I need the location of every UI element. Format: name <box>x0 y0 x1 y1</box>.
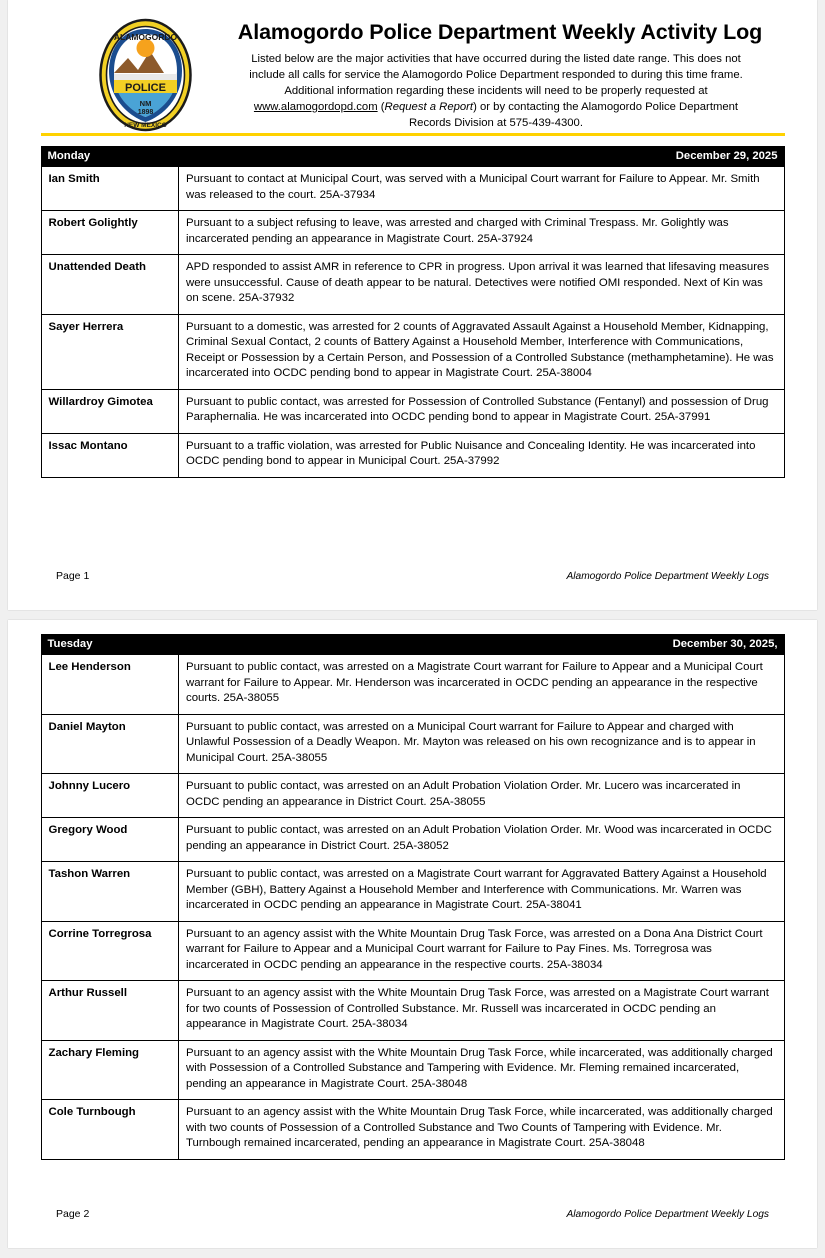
entry-name: Ian Smith <box>41 167 179 211</box>
intro-line-5: Records Division at 575-439-4300. <box>409 116 583 129</box>
date-label: December 29, 2025 <box>179 147 785 167</box>
intro-line-4-tail: ) or by contacting the Alamogordo Police Department <box>473 100 739 113</box>
intro-line-1: Listed below are the major activities that have occurred during the listed date range. This does not <box>251 52 741 65</box>
day-label: Monday <box>41 147 179 167</box>
entry-description: Pursuant to a subject refusing to leave, was arrested and charged with Criminal Trespass. Mr. Golightly was incarcerated pending an appearance in Magistrate Court. 25A-37924 <box>179 211 785 255</box>
entry-description: APD responded to assist AMR in reference to CPR in progress. Upon arrival it was learned that lifesaving measures were unsuccessful. Cause of death appear to be natural. Detectives were notified OMI responded. Next of Kin was on scene. 25A-37932 <box>179 255 785 315</box>
entry-name: Lee Henderson <box>41 655 179 715</box>
table-row <box>41 655 784 715</box>
intro-line-2: include all calls for service the Alamogordo Police Department responded to during this time frame. <box>249 68 743 81</box>
police-badge-icon <box>98 18 193 133</box>
entry-name: Johnny Lucero <box>41 774 179 818</box>
entry-description: Pursuant to public contact, was arrested on a Municipal Court warrant for Failure to Appear and charged with Unlawful Possession of a Deadly Weapon. Mr. Mayton was released on his own recognizance and is to appear in Municipal Court. 25A-38055 <box>179 714 785 774</box>
page-number: Page 1 <box>56 570 90 582</box>
activity-log-table-tuesday <box>41 634 785 1160</box>
entry-description: Pursuant to a domestic, was arrested for 2 counts of Aggravated Assault Against a Household Member, Kidnapping, Criminal Sexual Contact, 2 counts of Battery Against a Household Member, Interference with Communications, Receipt or Possession by a Certain Person, and Possession of a Controlled Substance (methamphetamine). He was incarcerated into OCDC pending bond to appear in Magistrate Court. 25A-38004 <box>179 314 785 389</box>
request-a-report-label: Request a Report <box>384 100 474 113</box>
entry-name: Willardroy Gimotea <box>41 389 179 433</box>
svg-text:POLICE: POLICE <box>125 82 166 94</box>
table-row <box>41 818 784 862</box>
table-row <box>41 1100 784 1160</box>
entry-description: Pursuant to an agency assist with the White Mountain Drug Task Force, was arrested on a Magistrate Court warrant for two counts of Possession of Controlled Substance. Mr. Russell was incarcerated in OCDC pending an appearance in Magistrate Court. 25A-38034 <box>179 981 785 1041</box>
svg-text:NEW MEXICO: NEW MEXICO <box>124 122 167 129</box>
entry-description: Pursuant to public contact, was arrested on an Adult Probation Violation Order. Mr. Lucero was incarcerated in OCDC pending an appearance in District Court. 25A-38055 <box>179 774 785 818</box>
entry-description: Pursuant to public contact, was arrested on a Magistrate Court warrant for Failure to Appear and a Municipal Court warrant for Failure to Appear. Mr. Henderson was incarcerated in OCDC pending an appearance in the respective courts. 25A-38055 <box>179 655 785 715</box>
department-website-link[interactable]: www.alamogordopd.com <box>253 100 378 113</box>
entry-name: Zachary Fleming <box>41 1040 179 1100</box>
page-footer <box>56 1208 769 1220</box>
table-row <box>41 433 784 477</box>
svg-text:1898: 1898 <box>137 109 154 116</box>
header-text-block <box>193 14 797 131</box>
table-row <box>41 774 784 818</box>
entry-name: Cole Turnbough <box>41 1100 179 1160</box>
entry-name: Unattended Death <box>41 255 179 315</box>
entry-name: Tashon Warren <box>41 862 179 922</box>
activity-log-table-monday <box>41 146 785 478</box>
paren-open: ( <box>377 100 385 113</box>
entry-name: Sayer Herrera <box>41 314 179 389</box>
document-header <box>28 8 797 133</box>
entry-name: Arthur Russell <box>41 981 179 1041</box>
table-row <box>41 714 784 774</box>
table-header-row <box>41 147 784 167</box>
table-row <box>41 389 784 433</box>
svg-text:NM: NM <box>139 99 152 108</box>
entry-name: Corrine Torregrosa <box>41 921 179 981</box>
page-footer <box>56 570 769 582</box>
table-row <box>41 1040 784 1100</box>
document-page-2 <box>8 620 817 1248</box>
footer-document-name: Alamogordo Police Department Weekly Logs <box>566 1209 769 1220</box>
table-row <box>41 314 784 389</box>
date-label: December 30, 2025, <box>179 635 785 655</box>
table-header-row <box>41 635 784 655</box>
document-page-1 <box>8 0 817 610</box>
entry-name: Gregory Wood <box>41 818 179 862</box>
entry-description: Pursuant to public contact, was arrested for Possession of Controlled Substance (Fentanyl) and possession of Drug Paraphernalia. He was incarcerated into OCDC pending bond to appear in Magistrate Court. 25A-37991 <box>179 389 785 433</box>
table-row <box>41 921 784 981</box>
table-row <box>41 167 784 211</box>
entry-name: Issac Montano <box>41 433 179 477</box>
table-row <box>41 981 784 1041</box>
entry-description: Pursuant to contact at Municipal Court, was served with a Municipal Court warrant for Failure to Appear. Mr. Smith was released to the court. 25A-37934 <box>179 167 785 211</box>
accent-divider <box>41 133 785 136</box>
page-number: Page 2 <box>56 1208 90 1220</box>
footer-document-name: Alamogordo Police Department Weekly Logs <box>566 571 769 582</box>
entry-description: Pursuant to an agency assist with the White Mountain Drug Task Force, was arrested on a Dona Ana District Court warrant for Failure to Appear and a Municipal Court warrant for Failure to Pay Fines. Ms. Torregrosa was incarcerated in OCDC pending an appearance in the respective courts. 25A-38034 <box>179 921 785 981</box>
intro-line-3: Additional information regarding these incidents will need to be properly requested at <box>284 84 708 97</box>
page-subtitle <box>203 51 797 131</box>
entry-description: Pursuant to an agency assist with the White Mountain Drug Task Force, while incarcerated, was additionally charged with Possession of a Controlled Substance and Tampering with Evidence. Mr. Fleming remained incarcerated, pending an appearance in Magistrate Court. 25A-38048 <box>179 1040 785 1100</box>
entry-description: Pursuant to a traffic violation, was arrested for Public Nuisance and Concealing Identity. He was incarcerated into OCDC pending bond to appear in Municipal Court. 25A-37992 <box>179 433 785 477</box>
table-row <box>41 211 784 255</box>
entry-description: Pursuant to public contact, was arrested on an Adult Probation Violation Order. Mr. Wood was incarcerated in OCDC pending an appearance in District Court. 25A-38052 <box>179 818 785 862</box>
table-row <box>41 255 784 315</box>
svg-text:ALAMOGORDO: ALAMOGORDO <box>113 32 178 42</box>
entry-name: Daniel Mayton <box>41 714 179 774</box>
day-label: Tuesday <box>41 635 179 655</box>
table-row <box>41 862 784 922</box>
entry-description: Pursuant to public contact, was arrested on a Magistrate Court warrant for Aggravated Battery Against a Household Member (GBH), Battery Against a Household Member and Interference with Communications. Mr. Warren was incarcerated in OCDC pending an appearance in Magistrate Court. 25A-38041 <box>179 862 785 922</box>
page-title: Alamogordo Police Department Weekly Activity Log <box>237 20 763 44</box>
entry-description: Pursuant to an agency assist with the White Mountain Drug Task Force, while incarcerated, was additionally charged with two counts of Possession of a Controlled Substance and Two Counts of Tampering with Evidence. Mr. Turnbough remained incarcerated, pending an appearance in Magistrate Court. 25A-38048 <box>179 1100 785 1160</box>
entry-name: Robert Golightly <box>41 211 179 255</box>
